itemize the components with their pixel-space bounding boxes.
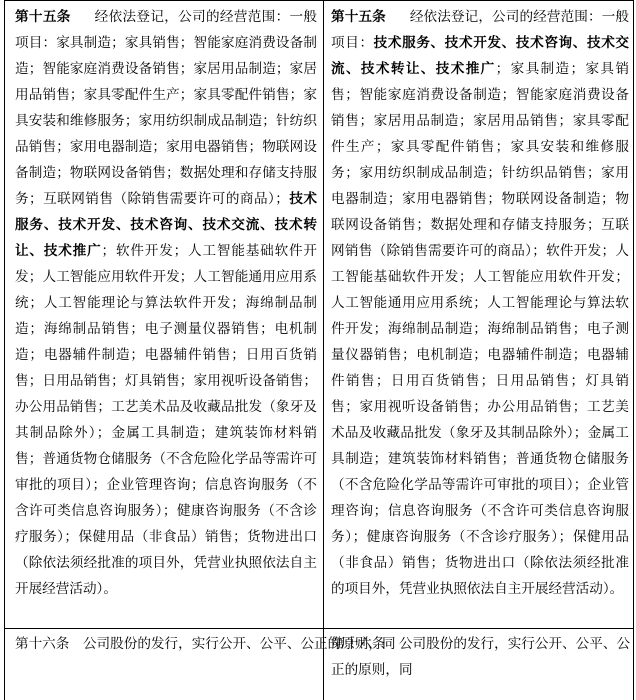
article-rest: ；家具制造；家具销售；智能家庭消费设备制造；智能家庭消费设备销售；家居用品制造；家居用品销售；家具零配件生产；家具零配件销售；家具安装和维修服务；家用纺织制成品制造；针纺织品销售；家用电器制造；家用电器销售；物联网设备制造；物联网设备销售；数据处理和存储支持服务；互联网销售（除销售需要许可的商品）；软件开发；人工智能基础软件开发；人工智能应用软件开发；人工智能通用应用系统；人工智能理论与算法软件开发；海绵制品制造；海绵制品销售；电子测量仪器销售；电机制造；电器辅件制造；电器辅件销售；日用百货销售；日用品销售；灯具销售；家用视听设备销售；办公用品销售；工艺美术品及收藏品批发（象牙及其制品除外）；金属工具制造；建筑装饰材料销售；普通货物仓储服务（不含危险化学品等需许可审批的项目）；企业管理咨询；信息咨询服务（不含许可类信息咨询服务）；健康咨询服务（不含诊疗服务）；保健用品（非食品）销售；货物进出口（除依法须经批准的项目外，凭营业执照依法自主开展经营活动）。 <box>331 61 629 597</box>
article-intro: 经依法登记，公司的经营范围：一般项目：家具制造；家具销售；智能家庭消费设备制造；智能家庭消费设备销售；家居用品制造；家居用品销售；家具零配件生产；家具零配件销售；家具安装和维修服务；家用纺织制成品制造；针纺织品销售；家用电器制造；家用电器销售；物联网设备制造；物联网设备销售；数据处理和存储支持服务；互联网销售（除销售需要许可的商品）； <box>15 9 318 207</box>
article-heading: 第十五条 <box>331 9 386 25</box>
article-emphasis: 技术服务、技术开发、技术咨询、技术交流、技术转让、技术推广 <box>15 191 318 259</box>
article-rest: ；软件开发；人工智能基础软件开发；人工智能应用软件开发；人工智能通用应用系统；人工智能理论与算法软件开发；海绵制品制造；海绵制品销售；电子测量仪器销售；电机制造；电器辅件制造；电器辅件销售；日用百货销售；日用品销售；灯具销售；家用视听设备销售；办公用品销售；工艺美术品及收藏品批发（象牙及其制品除外）；金属工具制造；建筑装饰材料销售；普通货物仓储服务（不含危险化学品等需许可审批的项目）；企业管理咨询；信息咨询服务（不含许可类信息咨询服务）；健康咨询服务（不含诊疗服务）；保健用品（非食品）销售；货物进出口（除依法须经批准的项目外，凭营业执照依法自主开展经营活动）。 <box>15 243 318 597</box>
original-article-cell <box>15 4 317 602</box>
next-article-left: 第十六条 公司股份的发行，实行公开、公平、公正的原则，同 <box>15 636 396 652</box>
revised-article-cell <box>331 4 629 602</box>
article-emphasis: 技术服务、技术开发、技术咨询、技术交流、技术转让、技术推广 <box>331 35 630 77</box>
column-divider <box>323 0 324 700</box>
article-heading: 第十五条 <box>15 9 71 25</box>
next-article-right: 第十六条 公司股份的发行，实行公开、公平、公正的原则，同 <box>331 636 631 678</box>
comparison-table <box>4 0 634 700</box>
table-top-border <box>5 0 633 1</box>
article-intro: 经依法登记，公司的经营范围：一般项目： <box>331 9 630 51</box>
row-divider <box>5 628 633 629</box>
